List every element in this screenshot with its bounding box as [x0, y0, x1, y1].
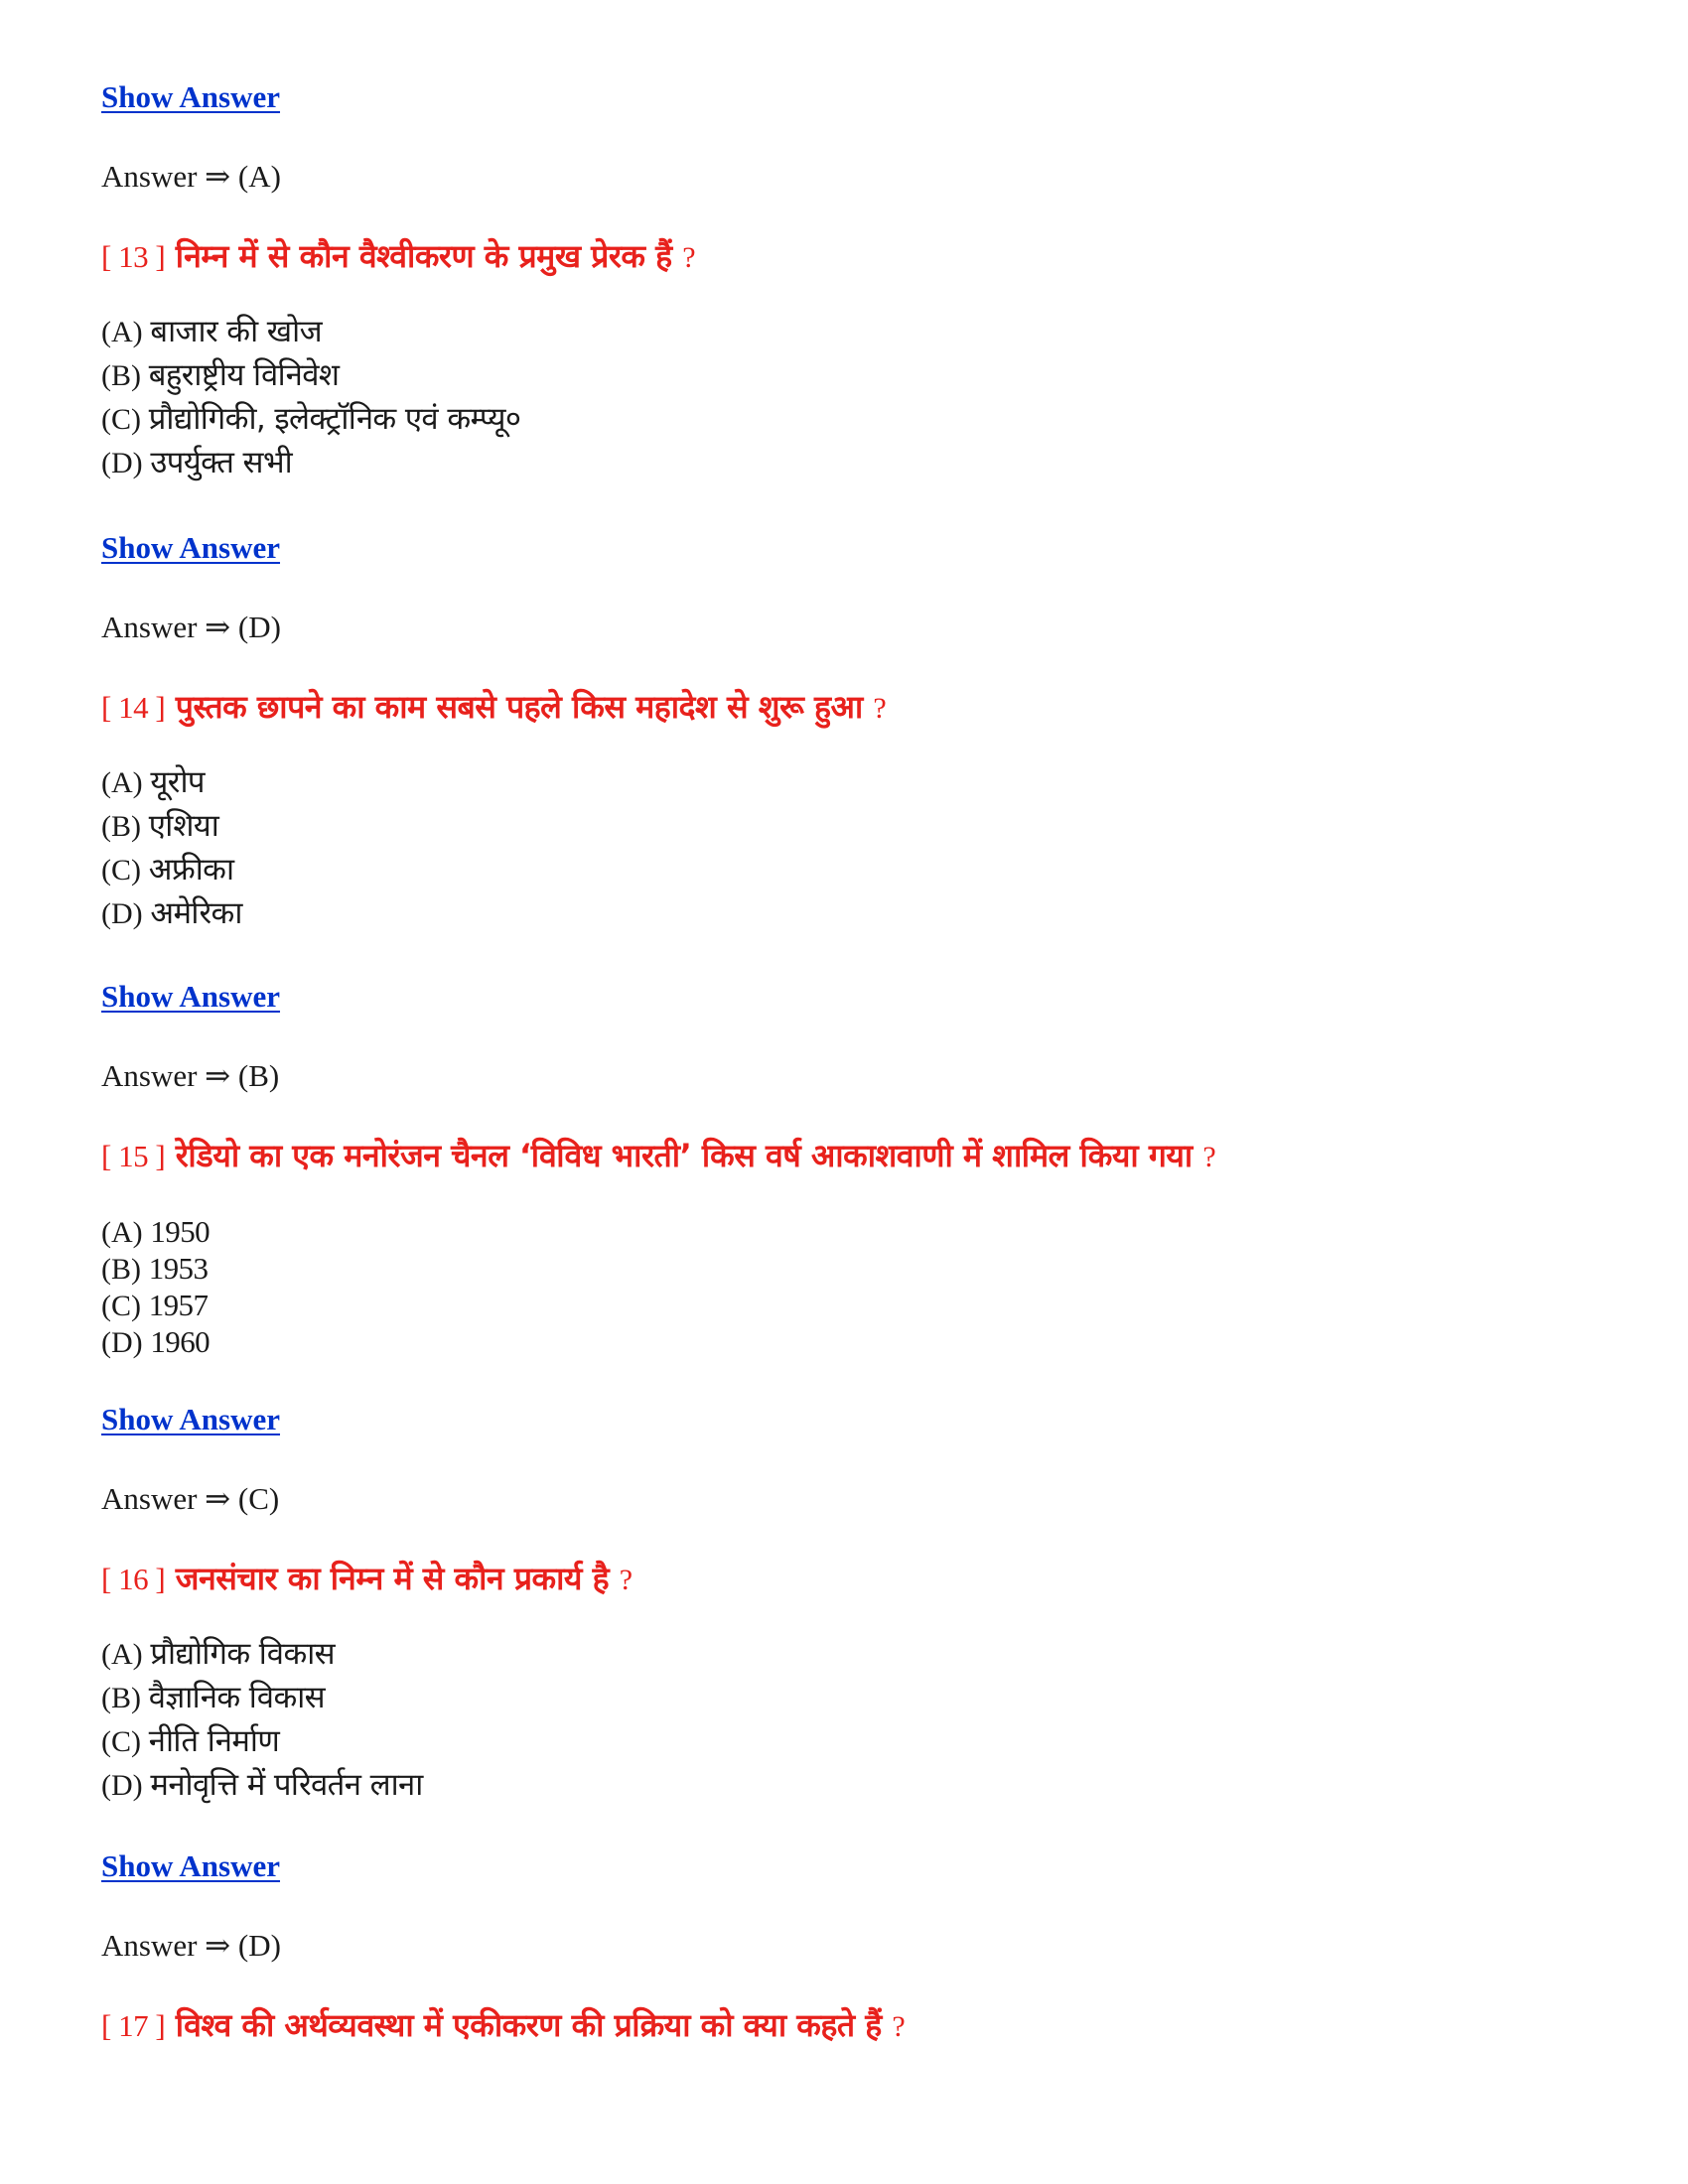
question-mark: ? — [1202, 1141, 1216, 1173]
question-text: जनसंचार का निम्न में से कौन प्रकार्य है — [175, 1560, 610, 1597]
question-15 — [101, 1132, 1591, 1181]
option-c: (C) अफ्रीका — [101, 852, 234, 887]
question-number: [ 15 ] — [101, 1139, 166, 1173]
answer-value: (A) — [237, 159, 281, 194]
show-answer-link-q14[interactable]: Show Answer — [101, 979, 281, 1014]
show-answer-link-q15[interactable]: Show Answer — [101, 1402, 281, 1436]
answer-value: (D) — [237, 610, 281, 644]
option-a: (A) बाजार की खोज — [101, 314, 322, 349]
answer-value: (C) — [237, 1481, 280, 1516]
answer-arrow: ⇒ — [205, 1928, 231, 1963]
answer-prefix: Answer — [101, 1058, 198, 1093]
question-number: [ 13 ] — [101, 239, 166, 274]
answer-arrow: ⇒ — [205, 1058, 231, 1093]
question-mark: ? — [682, 241, 696, 274]
question-text: निम्न में से कौन वैश्वीकरण के प्रमुख प्रेरक हैं — [175, 237, 672, 275]
question-17 — [101, 2001, 1591, 2051]
question-text: विश्व की अर्थव्यवस्था में एकीकरण की प्रक्रिया को क्या कहते हैं — [175, 2006, 882, 2044]
option-c: (C) नीति निर्माण — [101, 1723, 280, 1759]
answer-prefix: Answer — [101, 1928, 198, 1963]
options-list-q14 — [101, 760, 1591, 935]
answer-prefix: Answer — [101, 610, 198, 644]
answer-arrow: ⇒ — [205, 1481, 231, 1516]
question-16 — [101, 1555, 1591, 1604]
show-answer-link-q12[interactable]: Show Answer — [101, 79, 281, 114]
answer-value: (D) — [237, 1928, 281, 1963]
option-b: (B) वैज्ञानिक विकास — [101, 1680, 326, 1715]
answer-q16 — [101, 1926, 1591, 1966]
question-mark: ? — [619, 1564, 633, 1596]
option-b: (B) 1953 — [101, 1251, 209, 1286]
answer-q14 — [101, 1056, 1591, 1096]
option-a: (A) यूरोप — [101, 764, 205, 800]
option-b: (B) एशिया — [101, 808, 219, 844]
show-answer-link-q13[interactable]: Show Answer — [101, 530, 281, 565]
option-a: (A) प्रौद्योगिक विकास — [101, 1636, 336, 1672]
option-c: (C) 1957 — [101, 1288, 209, 1322]
answer-prefix: Answer — [101, 1481, 198, 1516]
option-d: (D) उपर्युक्त सभी — [101, 445, 293, 480]
answer-value: (B) — [237, 1058, 280, 1093]
option-c: (C) प्रौद्योगिकी, इलेक्ट्रॉनिक एवं कम्प्यू० — [101, 401, 521, 437]
options-list-q13 — [101, 310, 1591, 484]
answer-q15 — [101, 1479, 1591, 1519]
option-d: (D) अमेरिका — [101, 895, 242, 931]
option-d: (D) 1960 — [101, 1324, 211, 1359]
question-text: रेडियो का एक मनोरंजन चैनल ‘विविध भारती’ किस वर्ष आकाशवाणी में शामिल किया गया — [175, 1137, 1193, 1174]
options-list-q15 — [101, 1213, 1591, 1360]
show-answer-link-q16[interactable]: Show Answer — [101, 1848, 281, 1883]
answer-arrow: ⇒ — [205, 610, 231, 644]
question-14 — [101, 683, 1591, 733]
question-13 — [101, 232, 1591, 282]
option-d: (D) मनोवृत्ति में परिवर्तन लाना — [101, 1767, 423, 1803]
question-number: [ 17 ] — [101, 2008, 166, 2043]
answer-arrow: ⇒ — [205, 159, 231, 194]
question-mark: ? — [873, 692, 887, 725]
option-b: (B) बहुराष्ट्रीय विनिवेश — [101, 357, 340, 393]
question-number: [ 14 ] — [101, 690, 166, 725]
answer-q13 — [101, 608, 1591, 647]
question-text: पुस्तक छापने का काम सबसे पहले किस महादेश से शुरू हुआ — [175, 688, 863, 726]
answer-prefix: Answer — [101, 159, 198, 194]
question-mark: ? — [892, 2010, 906, 2043]
question-number: [ 16 ] — [101, 1562, 166, 1596]
answer-q12 — [101, 157, 1591, 197]
document-page — [101, 0, 1591, 2184]
options-list-q16 — [101, 1632, 1591, 1807]
option-a: (A) 1950 — [101, 1214, 211, 1249]
